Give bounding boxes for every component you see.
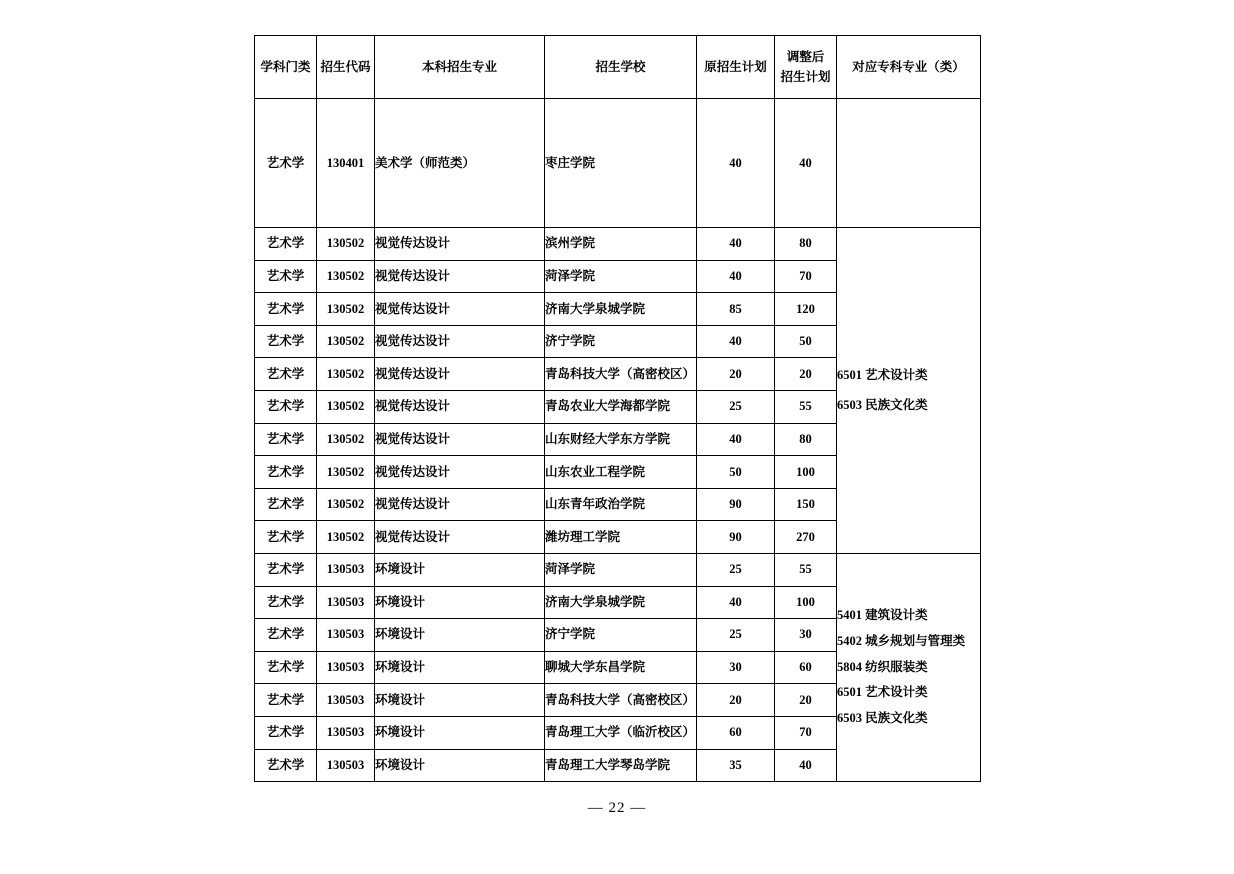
cell-discipline: 艺术学 <box>255 553 317 586</box>
cell-code: 130502 <box>317 521 375 554</box>
specialty-line: 6503 民族文化类 <box>837 710 928 725</box>
cell-adjusted-plan: 100 <box>775 586 837 619</box>
table-row <box>255 553 981 586</box>
cell-corresponding-specialty-group-2 <box>837 228 981 554</box>
cell-original-plan: 25 <box>697 553 775 586</box>
cell-code: 130503 <box>317 716 375 749</box>
specialty-line: 6501 艺术设计类 <box>837 685 928 700</box>
cell-code: 130502 <box>317 260 375 293</box>
cell-school: 山东农业工程学院 <box>545 456 697 489</box>
cell-major: 视觉传达设计 <box>375 325 545 358</box>
cell-discipline: 艺术学 <box>255 423 317 456</box>
cell-discipline: 艺术学 <box>255 325 317 358</box>
cell-code: 130502 <box>317 325 375 358</box>
cell-discipline: 艺术学 <box>255 684 317 717</box>
cell-original-plan: 85 <box>697 293 775 326</box>
enrollment-plan-table <box>254 35 981 782</box>
cell-adjusted-plan: 60 <box>775 651 837 684</box>
cell-code: 130503 <box>317 749 375 782</box>
column-header-discipline: 学科门类 <box>255 36 317 99</box>
column-header-adjusted-plan <box>775 36 837 99</box>
cell-code: 130503 <box>317 553 375 586</box>
cell-code: 130502 <box>317 488 375 521</box>
cell-major: 环境设计 <box>375 684 545 717</box>
cell-adjusted-plan: 40 <box>775 749 837 782</box>
cell-discipline: 艺术学 <box>255 99 317 228</box>
cell-major: 视觉传达设计 <box>375 358 545 391</box>
cell-original-plan: 20 <box>697 358 775 391</box>
cell-adjusted-plan: 100 <box>775 456 837 489</box>
enrollment-plan-table-container <box>254 35 980 782</box>
cell-discipline: 艺术学 <box>255 293 317 326</box>
cell-adjusted-plan: 30 <box>775 619 837 652</box>
cell-school: 济宁学院 <box>545 619 697 652</box>
cell-major: 美术学（师范类） <box>375 99 545 228</box>
cell-discipline: 艺术学 <box>255 716 317 749</box>
cell-discipline: 艺术学 <box>255 488 317 521</box>
cell-code: 130503 <box>317 619 375 652</box>
cell-discipline: 艺术学 <box>255 260 317 293</box>
cell-code: 130503 <box>317 684 375 717</box>
column-header-adjusted-plan-line2: 招生计划 <box>780 70 831 84</box>
cell-adjusted-plan: 55 <box>775 390 837 423</box>
cell-code: 130502 <box>317 456 375 489</box>
cell-code: 130503 <box>317 586 375 619</box>
cell-original-plan: 90 <box>697 521 775 554</box>
cell-school: 济南大学泉城学院 <box>545 293 697 326</box>
cell-original-plan: 25 <box>697 619 775 652</box>
column-header-school: 招生学校 <box>545 36 697 99</box>
table-body <box>255 99 981 782</box>
cell-discipline: 艺术学 <box>255 619 317 652</box>
cell-discipline: 艺术学 <box>255 390 317 423</box>
column-header-code: 招生代码 <box>317 36 375 99</box>
specialty-line: 6503 民族文化类 <box>837 398 928 413</box>
cell-school: 济宁学院 <box>545 325 697 358</box>
cell-original-plan: 40 <box>697 423 775 456</box>
cell-adjusted-plan: 120 <box>775 293 837 326</box>
cell-adjusted-plan: 50 <box>775 325 837 358</box>
cell-code: 130502 <box>317 390 375 423</box>
cell-adjusted-plan: 70 <box>775 716 837 749</box>
cell-school: 菏泽学院 <box>545 553 697 586</box>
cell-school: 山东财经大学东方学院 <box>545 423 697 456</box>
cell-school: 潍坊理工学院 <box>545 521 697 554</box>
cell-school: 山东青年政治学院 <box>545 488 697 521</box>
cell-adjusted-plan: 20 <box>775 358 837 391</box>
cell-major: 视觉传达设计 <box>375 488 545 521</box>
column-header-adjusted-plan-line1: 调整后 <box>786 50 825 64</box>
cell-school: 滨州学院 <box>545 228 697 261</box>
cell-original-plan: 90 <box>697 488 775 521</box>
cell-discipline: 艺术学 <box>255 521 317 554</box>
cell-corresponding-specialty-group-1 <box>837 99 981 228</box>
cell-adjusted-plan: 40 <box>775 99 837 228</box>
cell-discipline: 艺术学 <box>255 651 317 684</box>
cell-major: 视觉传达设计 <box>375 423 545 456</box>
cell-school: 青岛理工大学琴岛学院 <box>545 749 697 782</box>
specialty-line: 5804 纺织服装类 <box>837 659 928 674</box>
cell-original-plan: 40 <box>697 260 775 293</box>
cell-code: 130502 <box>317 293 375 326</box>
cell-original-plan: 60 <box>697 716 775 749</box>
cell-major: 视觉传达设计 <box>375 293 545 326</box>
cell-adjusted-plan: 270 <box>775 521 837 554</box>
column-header-major: 本科招生专业 <box>375 36 545 99</box>
cell-original-plan: 50 <box>697 456 775 489</box>
specialty-line: 5401 建筑设计类 <box>837 608 928 623</box>
cell-major: 环境设计 <box>375 716 545 749</box>
table-header-row <box>255 36 981 99</box>
cell-discipline: 艺术学 <box>255 456 317 489</box>
cell-school: 济南大学泉城学院 <box>545 586 697 619</box>
cell-discipline: 艺术学 <box>255 749 317 782</box>
cell-corresponding-specialty-group-3 <box>837 553 981 781</box>
table-header <box>255 36 981 99</box>
cell-school: 聊城大学东昌学院 <box>545 651 697 684</box>
cell-major: 视觉传达设计 <box>375 228 545 261</box>
cell-school: 青岛科技大学（高密校区） <box>545 358 697 391</box>
cell-major: 环境设计 <box>375 619 545 652</box>
table-row <box>255 228 981 261</box>
cell-major: 环境设计 <box>375 553 545 586</box>
cell-major: 环境设计 <box>375 586 545 619</box>
cell-original-plan: 25 <box>697 390 775 423</box>
cell-original-plan: 40 <box>697 228 775 261</box>
cell-code: 130502 <box>317 358 375 391</box>
cell-adjusted-plan: 150 <box>775 488 837 521</box>
cell-discipline: 艺术学 <box>255 586 317 619</box>
cell-adjusted-plan: 80 <box>775 228 837 261</box>
table-row <box>255 99 981 228</box>
cell-adjusted-plan: 70 <box>775 260 837 293</box>
cell-original-plan: 40 <box>697 99 775 228</box>
cell-original-plan: 35 <box>697 749 775 782</box>
cell-school: 青岛农业大学海都学院 <box>545 390 697 423</box>
cell-school: 菏泽学院 <box>545 260 697 293</box>
cell-major: 视觉传达设计 <box>375 521 545 554</box>
specialty-line: 5402 城乡规划与管理类 <box>837 634 966 649</box>
cell-school: 青岛科技大学（高密校区） <box>545 684 697 717</box>
cell-code: 130502 <box>317 228 375 261</box>
cell-adjusted-plan: 55 <box>775 553 837 586</box>
cell-major: 环境设计 <box>375 749 545 782</box>
cell-code: 130502 <box>317 423 375 456</box>
cell-code: 130401 <box>317 99 375 228</box>
cell-adjusted-plan: 80 <box>775 423 837 456</box>
specialty-line: 6501 艺术设计类 <box>837 367 928 382</box>
cell-school: 青岛理工大学（临沂校区） <box>545 716 697 749</box>
cell-major: 视觉传达设计 <box>375 260 545 293</box>
cell-major: 视觉传达设计 <box>375 456 545 489</box>
column-header-original-plan: 原招生计划 <box>697 36 775 99</box>
page-number: — 22 — <box>587 800 647 816</box>
cell-code: 130503 <box>317 651 375 684</box>
cell-original-plan: 40 <box>697 325 775 358</box>
cell-major: 环境设计 <box>375 651 545 684</box>
column-header-corresponding-specialty: 对应专科专业（类） <box>837 36 981 99</box>
cell-adjusted-plan: 20 <box>775 684 837 717</box>
cell-original-plan: 40 <box>697 586 775 619</box>
cell-original-plan: 20 <box>697 684 775 717</box>
cell-discipline: 艺术学 <box>255 358 317 391</box>
cell-original-plan: 30 <box>697 651 775 684</box>
cell-major: 视觉传达设计 <box>375 390 545 423</box>
cell-school: 枣庄学院 <box>545 99 697 228</box>
cell-discipline: 艺术学 <box>255 228 317 261</box>
